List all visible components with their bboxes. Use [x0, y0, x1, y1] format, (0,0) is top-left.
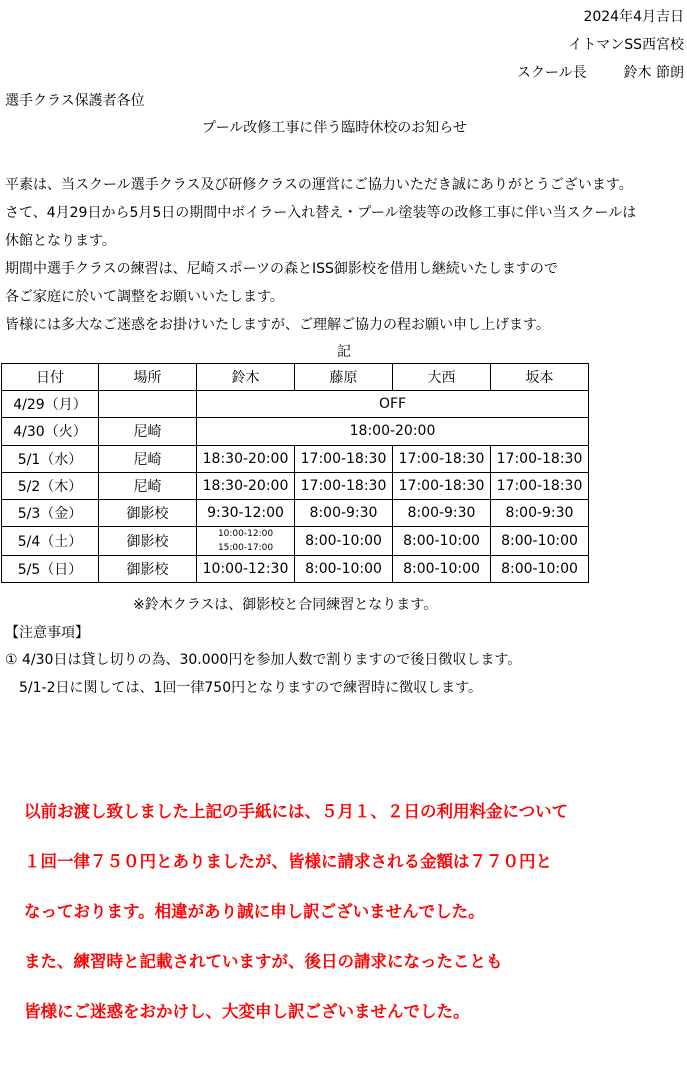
correction-line: 皆様にご迷惑をおかけし、大変申し訳ございませんでした。 [24, 1002, 470, 1021]
place-cell: 御影校 [99, 527, 197, 556]
place-cell: 御影校 [99, 556, 197, 583]
table-row [2, 418, 589, 445]
notes-heading: 【注意事項】 [5, 625, 89, 641]
time-cell: 17:00-18:30 [491, 472, 589, 499]
table-row [2, 472, 589, 499]
place-cell: 尼崎 [99, 472, 197, 499]
note-item: ① 4/30日は貸し切りの為、30.000円を参加人数で割りますので後日徴収します。 [5, 652, 522, 668]
body-line: 平素は、当スクール選手クラス及び研修クラスの運営にご協力いただき誠にありがとうございます。 [5, 177, 633, 193]
time-cell: 8:00-10:00 [393, 527, 491, 556]
correction-line: １回一律７５０円とありましたが、皆様に請求される金額は７７０円と [24, 852, 552, 871]
time-cell: 8:00-10:00 [393, 556, 491, 583]
time-cell-double [197, 527, 295, 556]
table-row [2, 556, 589, 583]
body-line: 期間中選手クラスの練習は、尼崎スポーツの森とISS御影校を借用し継続いたしますので [5, 261, 558, 277]
merged-cell: OFF [197, 391, 589, 418]
time-line: 15:00-17:00 [217, 543, 274, 554]
place-cell: 尼崎 [99, 418, 197, 445]
time-cell: 17:00-18:30 [393, 445, 491, 472]
date-cell: 5/5（日） [2, 556, 99, 583]
time-cell: 8:00-10:00 [491, 556, 589, 583]
table-row [2, 445, 589, 472]
merged-cell: 18:00-20:00 [197, 418, 589, 445]
time-cell: 17:00-18:30 [491, 445, 589, 472]
header-cell: 藤原 [295, 364, 393, 391]
time-cell: 18:30-20:00 [197, 472, 295, 499]
header-cell: 日付 [2, 364, 99, 391]
school-name: イトマンSS西宮校 [568, 37, 684, 53]
sender-name: 鈴木 節朗 [623, 65, 684, 81]
letter-title: プール改修工事に伴う臨時休校のお知らせ [202, 120, 467, 136]
body-line: 休館となります。 [5, 233, 116, 249]
time-cell: 17:00-18:30 [393, 472, 491, 499]
date-cell: 4/30（火） [2, 418, 99, 445]
date-cell: 5/4（土） [2, 527, 99, 556]
body-line: 皆様には多大なご迷惑をお掛けいたしますが、ご理解ご協力の程お願い申し上げます。 [5, 317, 550, 333]
header-cell: 場所 [99, 364, 197, 391]
table-row [2, 391, 589, 418]
note-item: 5/1-2日に関しては、1回一律750円となりますので練習時に徴収します。 [5, 680, 482, 696]
date-cell: 4/29（月） [2, 391, 99, 418]
time-cell: 18:30-20:00 [197, 445, 295, 472]
correction-line: なっております。相違があり誠に申し訳ございませんでした。 [24, 902, 485, 921]
date-cell: 5/3（金） [2, 499, 99, 526]
time-cell: 9:30-12:00 [197, 499, 295, 526]
ki-mark: 記 [337, 344, 351, 360]
correction-line: 以前お渡し致しました上記の手紙には、５月１、２日の利用料金について [24, 802, 569, 821]
time-cell: 17:00-18:30 [295, 472, 393, 499]
sender-title: スクール長 [516, 65, 587, 81]
time-cell: 8:00-10:00 [295, 556, 393, 583]
header-cell: 鈴木 [197, 364, 295, 391]
time-cell: 8:00-9:30 [393, 499, 491, 526]
place-cell: 御影校 [99, 499, 197, 526]
letter-date: 2024年4月吉日 [583, 9, 684, 25]
time-cell: 10:00-12:30 [197, 556, 295, 583]
body-line: 各ご家庭に於いて調整をお願いいたします。 [5, 289, 284, 305]
table-header-row [2, 364, 589, 391]
correction-line: また、練習時と記載されていますが、後日の請求になったことも [24, 952, 503, 971]
table-note: ※鈴木クラスは、御影校と合同練習となります。 [133, 597, 438, 613]
sender [517, 62, 684, 82]
place-cell: 尼崎 [99, 445, 197, 472]
date-cell: 5/2（木） [2, 472, 99, 499]
time-cell: 8:00-10:00 [295, 527, 393, 556]
time-cell: 8:00-9:30 [491, 499, 589, 526]
schedule-table [1, 363, 589, 583]
place-cell [99, 391, 197, 418]
time-cell: 8:00-10:00 [491, 527, 589, 556]
time-cell: 17:00-18:30 [295, 445, 393, 472]
table-row [2, 527, 589, 556]
date-cell: 5/1（水） [2, 445, 99, 472]
table-row [2, 499, 589, 526]
body-line: さて、4月29日から5月5日の期間中ボイラー入れ替え・プール塗装等の改修工事に伴い当スクールは [5, 205, 637, 221]
header-cell: 坂本 [491, 364, 589, 391]
addressee: 選手クラス保護者各位 [5, 93, 145, 109]
time-cell: 8:00-9:30 [295, 499, 393, 526]
header-cell: 大西 [393, 364, 491, 391]
time-line: 10:00-12:00 [217, 529, 274, 540]
